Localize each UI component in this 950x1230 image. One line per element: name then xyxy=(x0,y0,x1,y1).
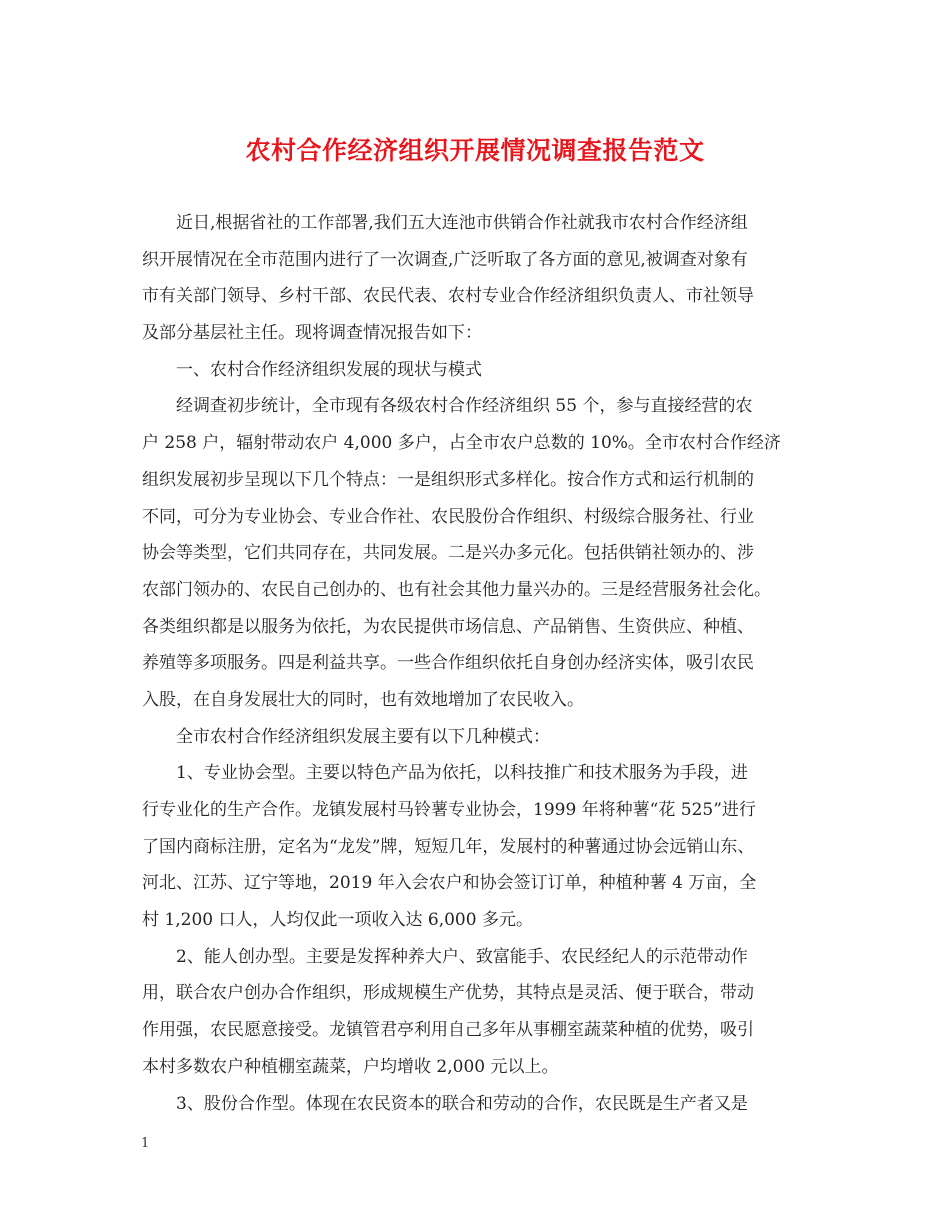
paragraph-line: 及部分基层社主任。现将调查情况报告如下： xyxy=(142,323,482,344)
paragraph-line: 用，联合农户创办合作组织，形成规模生产优势，其特点是灵活、便于联合，带动 xyxy=(142,983,754,1004)
document-body xyxy=(142,205,822,1122)
paragraph-line: 河北、江苏、辽宁等地，2019 年入会农户和协会签订订单，种植种薯 4 万亩，全 xyxy=(142,873,757,894)
paragraph-line: 户 258 户，辐射带动农户 4,000 多户，占全市农户总数的 10%。全市农村合作经济 xyxy=(142,433,781,454)
paragraph-line: 行专业化的生产合作。龙镇发展村马铃薯专业协会，1999 年将种薯“花 525”进行 xyxy=(142,800,756,820)
paragraph-line: 农部门领办的、农民自己创办的、也有社会其他力量兴办的。三是经营服务社会化。 xyxy=(142,579,771,600)
paragraph-line: 1、专业协会型。主要以特色产品为依托，以科技推广和技术服务为手段，进 xyxy=(176,763,748,784)
paragraph-line: 全市农村合作经济组织发展主要有以下几种模式： xyxy=(176,726,550,747)
page-number: 1 xyxy=(141,1136,150,1151)
paragraph-line: 作用强，农民愿意接受。龙镇管君亭利用自己多年从事棚室蔬菜种植的优势，吸引 xyxy=(142,1020,754,1041)
paragraph-line: 协会等类型，它们共同存在，共同发展。二是兴办多元化。包括供销社领办的、涉 xyxy=(142,543,754,564)
paragraph-line: 3、股份合作型。体现在农民资本的联合和劳动的合作，农民既是生产者又是 xyxy=(176,1093,748,1114)
document-title: 农村合作经济组织开展情况调查报告范文 xyxy=(245,136,705,165)
paragraph-line: 村 1,200 口人，人均仅此一项收入达 6,000 多元。 xyxy=(142,910,533,931)
paragraph-line: 养殖等多项服务。四是利益共享。一些合作组织依托自身创办经济实体，吸引农民 xyxy=(142,653,754,674)
paragraph-line: 市有关部门领导、乡村干部、农民代表、农村专业合作经济组织负责人、市社领导 xyxy=(142,286,754,307)
paragraph-line: 组织发展初步呈现以下几个特点：一是组织形式多样化。按合作方式和运行机制的 xyxy=(142,469,754,490)
paragraph-line: 经调查初步统计，全市现有各级农村合作经济组织 55 个，参与直接经营的农 xyxy=(176,396,753,417)
paragraph-line: 织开展情况在全市范围内进行了一次调查,广泛听取了各方面的意见,被调查对象有 xyxy=(142,249,748,270)
paragraph-line: 入股，在自身发展壮大的同时，也有效地增加了农民收入。 xyxy=(142,689,584,710)
section-heading: 一、农村合作经济组织发展的现状与模式 xyxy=(176,359,482,380)
paragraph-line: 各类组织都是以服务为依托，为农民提供市场信息、产品销售、生资供应、种植、 xyxy=(142,616,754,637)
paragraph-line: 本村多数农户种植棚室蔬菜，户均增收 2,000 元以上。 xyxy=(142,1056,559,1077)
paragraph-line: 不同，可分为专业协会、专业合作社、农民股份合作组织、村级综合服务社、行业 xyxy=(142,506,754,527)
paragraph-line: 了国内商标注册，定名为“龙发”牌，短短几年，发展村的种薯通过协会远销山东、 xyxy=(142,836,755,857)
paragraph-line: 2、能人创办型。主要是发挥种养大户、致富能手、农民经纪人的示范带动作 xyxy=(176,946,748,967)
paragraph-line: 近日,根据省社的工作部署,我们五大连池市供销合作社就我市农村合作经济组 xyxy=(176,213,748,233)
